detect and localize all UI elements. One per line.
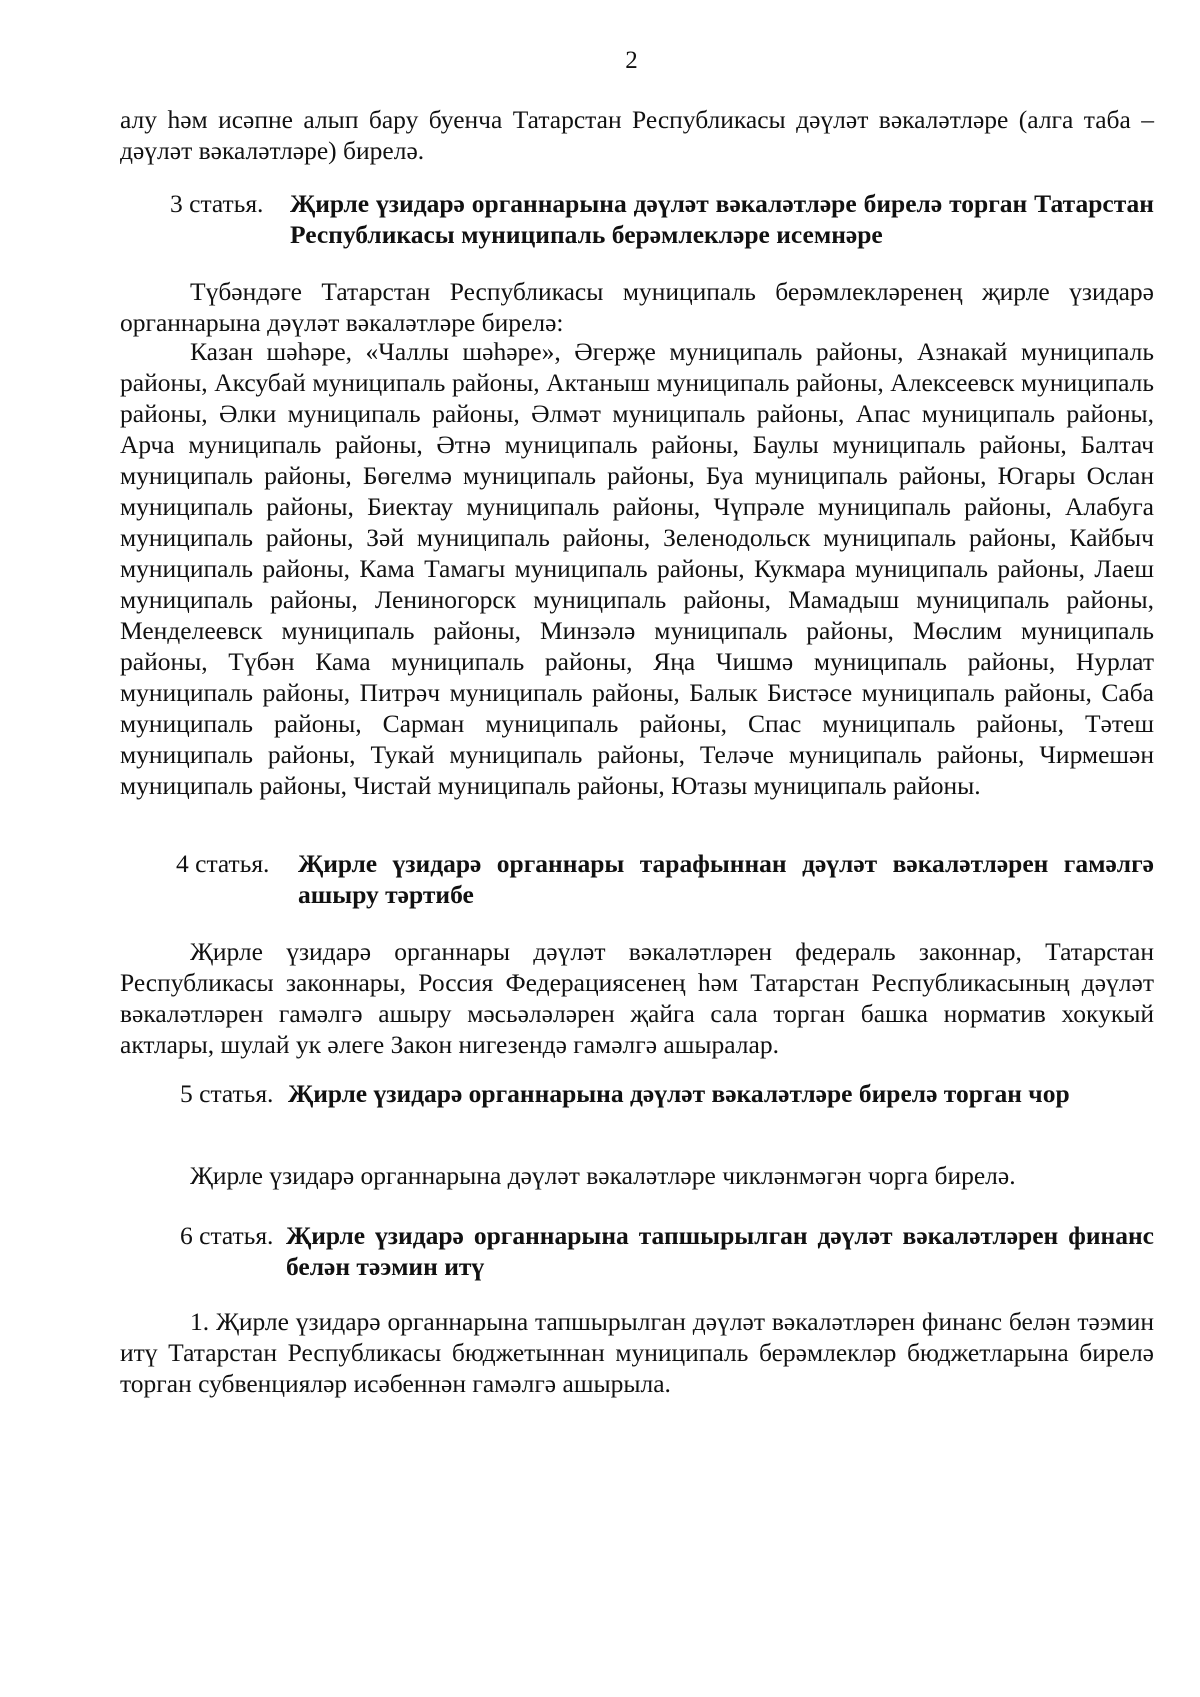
article-3-municipality-list: Казан шәһәре, «Чаллы шәһәре», Әгерҗе муниципаль районы, Азнакай муниципаль районы, Аксубай муниципаль районы, Актаныш муниципаль районы, Алексеевск муниципаль районы, Әлки муниципаль районы, Әлмәт муниципаль районы, Апас муниципаль районы, Арча муниципаль районы, Әтнә муниципаль районы, Баулы муниципаль районы, Балтач муниципаль районы, Бөгелмә муниципаль районы, Буа муниципаль районы, Югары Ослан муниципаль районы, Биектау муниципаль районы, Чүпрәле муниципаль районы, Алабуга муниципаль районы, Зәй муниципаль районы, Зеленодольск муниципаль районы, Кайбыч муниципаль районы, Кама Тамагы муниципаль районы, Кукмара муниципаль районы, Лаеш муниципаль районы, Лениногорск муниципаль районы, Мамадыш муниципаль районы, Менделеевск муниципаль районы, Минзәлә муниципаль районы, Мөслим муниципаль районы, Түбән Кама муниципаль районы, Яңа Чишмә муниципаль районы, Нурлат муниципаль районы, Питрәч муниципаль районы, Балык Бистәсе муниципаль районы, Саба муниципаль районы, Сарман муниципаль районы, Спас муниципаль районы, Тәтеш муниципаль районы, Тукай муниципаль районы, Теләче муниципаль районы, Чирмешән муниципаль районы, Чистай муниципаль районы, Ютазы муниципаль районы. xyxy=(120,337,1154,800)
article-6-label: 6 статья. xyxy=(180,1221,274,1250)
article-3-intro: Түбәндәге Татарстан Республикасы муниципаль берәмлекләренең җирле үзидарә органнарына дәүләт вәкаләтләре бирелә: xyxy=(120,277,1154,337)
article-3-label: 3 статья. xyxy=(170,189,264,218)
article-4-body: Җирле үзидарә органнары дәүләт вәкаләтләрен федераль законнар, Татарстан Республикасы законнары, Россия Федерациясенең һәм Татарстан Республикасының дәүләт вәкаләтләрен гамәлгә ашыру мәсьәләләрен җайга сала торган башка норматив хокукый актлары, шулай ук әлеге Закон нигезендә гамәлгә ашыралар. xyxy=(120,937,1154,1059)
article-4-title: Җирле үзидарә органнары тарафыннан дәүләт вәкаләтләрен гамәлгә ашыру тәртибе xyxy=(298,849,1154,909)
article-6-body: 1. Җирле үзидарә органнарына тапшырылган дәүләт вәкаләтләрен финанс белән тәэмин итү Татарстан Республикасы бюджетыннан муниципаль берәмлекләр бюджетларына бирелә торган субвенцияләр исәбеннән гамәлгә ашырыла. xyxy=(120,1307,1154,1398)
intro-paragraph: алу һәм исәпне алып бару буенча Татарстан Республикасы дәүләт вәкаләтләре (алга таба – дәүләт вәкаләтләре) бирелә. xyxy=(120,105,1154,165)
article-3-title: Җирле үзидарә органнарына дәүләт вәкаләтләре бирелә торган Татарстан Республикасы муниципаль берәмлекләре исемнәре xyxy=(290,189,1154,249)
article-5-heading xyxy=(120,1078,1154,1142)
article-4-heading xyxy=(120,848,1154,912)
article-4-label: 4 статья. xyxy=(176,849,270,878)
article-6-title: Җирле үзидарә органнарына тапшырылган дәүләт вәкаләтләрен финанс белән тәэмин итү xyxy=(286,1221,1154,1281)
article-5-label: 5 статья. xyxy=(180,1079,274,1108)
page-number: 2 xyxy=(625,47,638,74)
article-3-heading xyxy=(120,188,1154,252)
article-5-title: Җирле үзидарә органнарына дәүләт вәкаләтләре бирелә торган чор xyxy=(288,1079,1070,1108)
article-5-body: Җирле үзидарә органнарына дәүләт вәкаләтләре чикләнмәгән чорга бирелә. xyxy=(190,1161,1016,1190)
article-6-heading xyxy=(120,1220,1154,1284)
